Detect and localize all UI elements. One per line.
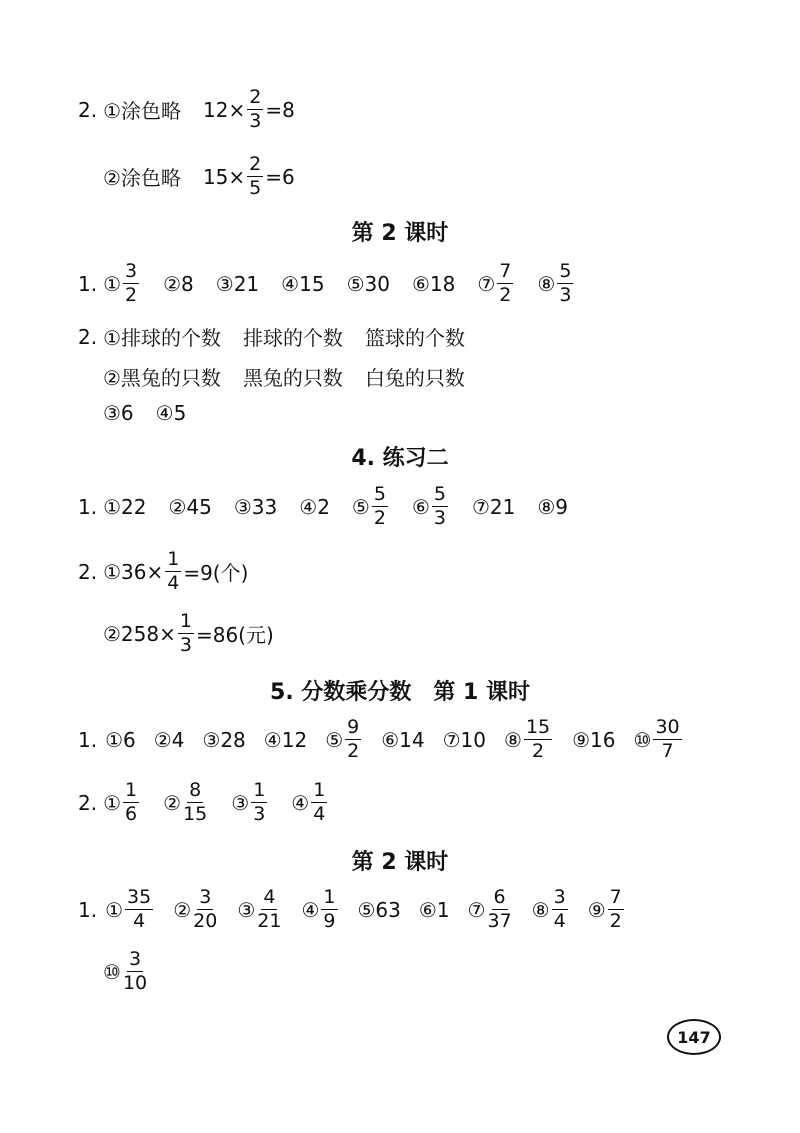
fraction: $\frac{8}{15}$: [183, 779, 208, 825]
fraction: $\frac{1}{4}$: [313, 779, 326, 825]
expression: ①36×: [103, 559, 164, 584]
answer-item: ③ $\frac{4}{21}$: [237, 886, 282, 932]
answer-item: ⑤63: [357, 897, 401, 922]
answer-item: ⑥ $\frac{5}{3}$: [411, 483, 446, 529]
fraction: $\frac{5}{2}$: [373, 483, 386, 529]
fraction: $\frac{1}{3}$: [253, 779, 266, 825]
answer-text: ②黑兔的只数: [103, 366, 221, 390]
answer-item: ⑦ $\frac{7}{2}$: [477, 260, 512, 306]
answer-item: ⑤ $\frac{5}{2}$: [351, 483, 386, 529]
answer-item: ⑨ $\frac{7}{2}$: [587, 886, 622, 932]
section-heading: 5. 分数乘分数 第 1 课时: [270, 680, 530, 705]
item-number: 2.: [78, 559, 98, 584]
answer-item: ③ $\frac{1}{3}$: [231, 779, 266, 825]
b3-line3: [103, 612, 274, 655]
fraction: $\frac{6}{37}$: [487, 886, 512, 932]
fraction: $\frac{7}{2}$: [499, 260, 512, 306]
item-number: 2.: [78, 97, 98, 122]
expression: 12×: [203, 97, 246, 122]
answer-text: ②涂色略: [103, 166, 181, 190]
answer-text: 白兔的只数: [364, 366, 465, 390]
expression-result: =8: [265, 97, 295, 122]
answer-item: ⑦21: [471, 494, 516, 519]
fraction: $\frac{5}{3}$: [433, 483, 446, 529]
answer-item: ②45: [168, 494, 212, 519]
answer-item: ⑧ $\frac{5}{3}$: [537, 260, 572, 306]
b3-line2: [78, 550, 248, 593]
answer-item: ③28: [202, 727, 246, 752]
b1-line1: [78, 88, 295, 131]
expression-result: =6: [265, 164, 295, 189]
answer-item: ④15: [281, 271, 325, 296]
answer-item: ⑦ $\frac{6}{37}$: [467, 886, 512, 932]
b2-line1: [78, 262, 575, 305]
item-number: 1.: [78, 727, 98, 752]
fraction: $\frac{1}{3}$: [179, 610, 192, 656]
answer-item: ⑥14: [381, 727, 425, 752]
answer-item: ⑩ $\frac{3}{10}$: [103, 948, 148, 994]
answer-item: ⑧9: [537, 494, 569, 519]
b5-line1: [78, 888, 626, 931]
b2-line3: [103, 362, 465, 391]
fraction: $\frac{2}{3}$: [249, 86, 262, 132]
answer-text: ①涂色略: [103, 99, 182, 123]
fraction: $\frac{3}{10}$: [122, 948, 148, 994]
b4-line2: [78, 781, 329, 824]
fraction: $\frac{3}{2}$: [125, 260, 138, 306]
answer-item: ② $\frac{3}{20}$: [173, 886, 218, 932]
answer-item: ④12: [263, 727, 308, 752]
page-number-badge: 147: [667, 1019, 721, 1055]
answer-item: ③6: [103, 401, 134, 425]
fraction: $\frac{30}{7}$: [655, 716, 680, 762]
answer-item: ⑤ $\frac{9}{2}$: [325, 716, 360, 762]
b4-line1: [78, 718, 684, 761]
expression-result: =86(元): [195, 623, 274, 647]
answer-item: ④2: [299, 494, 330, 519]
b2-line4: [103, 401, 186, 425]
answer-item: ① $\frac{1}{6}$: [103, 779, 138, 825]
fraction: $\frac{3}{4}$: [553, 886, 566, 932]
answer-item: ① $\frac{35}{4}$: [105, 886, 152, 932]
item-number: 1.: [78, 897, 98, 922]
fraction: $\frac{2}{5}$: [249, 153, 262, 199]
answer-item: ⑥18: [411, 271, 456, 296]
answer-item: ③21: [215, 271, 260, 296]
fraction: $\frac{7}{2}$: [609, 886, 622, 932]
section-heading: 第 2 课时: [351, 221, 449, 246]
answer-item: ④5: [155, 401, 187, 425]
item-number: 1.: [78, 494, 98, 519]
section-heading: 4. 练习二: [351, 446, 449, 471]
expression: ②258×: [103, 621, 176, 646]
item-number: 1.: [78, 271, 98, 296]
answer-item: ①6: [105, 727, 136, 752]
answer-text: 排球的个数: [243, 326, 344, 350]
section-heading: 第 2 课时: [351, 850, 449, 875]
fraction: $\frac{9}{2}$: [347, 716, 360, 762]
answer-item: ⑥1: [418, 897, 450, 922]
answer-item: ②4: [153, 727, 185, 752]
expression: 15×: [202, 164, 246, 189]
answer-item: ③33: [233, 494, 278, 519]
answer-item: ① $\frac{3}{2}$: [103, 260, 138, 306]
fraction: $\frac{1}{9}$: [323, 886, 336, 932]
answer-item: ⑦10: [442, 727, 486, 752]
answer-item: ②8: [163, 271, 194, 296]
item-number: 2.: [78, 324, 98, 349]
b5-line2: [103, 950, 149, 993]
fraction: $\frac{4}{21}$: [257, 886, 282, 932]
fraction: $\frac{1}{6}$: [125, 779, 138, 825]
answer-item: ⑧ $\frac{15}{2}$: [504, 716, 551, 762]
answer-item: ⑤30: [346, 271, 390, 296]
answer-item: ①22: [103, 494, 147, 519]
expression-result: =9(个): [183, 561, 249, 585]
answer-item: ⑧ $\frac{3}{4}$: [531, 886, 566, 932]
b1-line2: [103, 155, 295, 198]
answer-item: ④ $\frac{1}{9}$: [301, 886, 336, 932]
item-number: 2.: [78, 790, 98, 815]
fraction: $\frac{5}{3}$: [559, 260, 572, 306]
answer-item: ⑨16: [572, 727, 616, 752]
b2-line2: [78, 322, 465, 351]
b3-line1: [78, 485, 568, 528]
fraction: $\frac{3}{20}$: [193, 886, 218, 932]
answer-text: 篮球的个数: [365, 326, 466, 350]
answer-item: ⑩ $\frac{30}{7}$: [633, 716, 680, 762]
fraction: $\frac{35}{4}$: [127, 886, 152, 932]
answer-item: ④ $\frac{1}{4}$: [291, 779, 326, 825]
answer-text: ①排球的个数: [103, 326, 222, 350]
fraction: $\frac{1}{4}$: [167, 548, 180, 594]
answer-item: ② $\frac{8}{15}$: [163, 779, 208, 825]
fraction: $\frac{15}{2}$: [525, 716, 551, 762]
answer-text: 黑兔的只数: [242, 366, 343, 390]
